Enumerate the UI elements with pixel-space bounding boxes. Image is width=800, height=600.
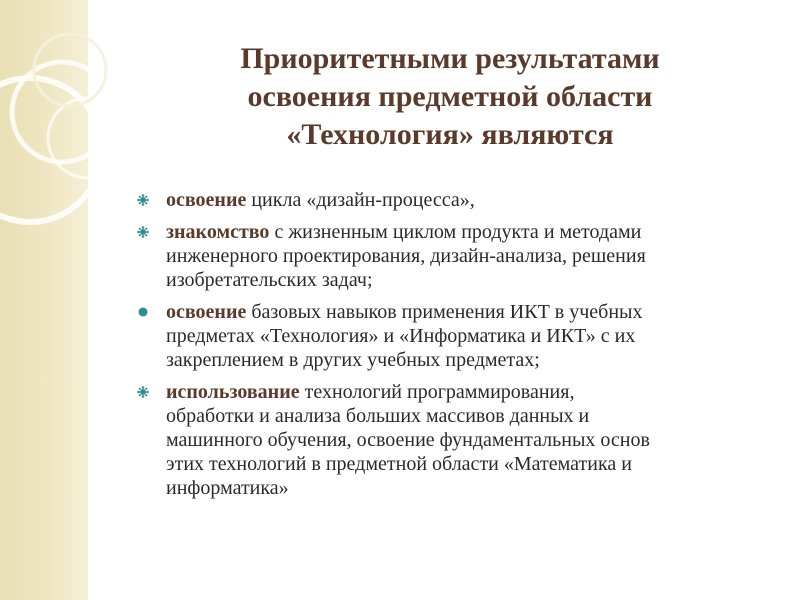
bullet-text: изобретательских задач; <box>166 269 373 291</box>
bullet-item <box>140 220 780 292</box>
bullet-marker-icon <box>137 194 149 206</box>
bullet-text: предметах «Технология» и «Информатика и ИКТ» с их <box>166 325 636 347</box>
bullet-keyword: освоение <box>166 301 247 323</box>
bullet-item <box>140 380 780 500</box>
decorative-side-band <box>0 0 88 600</box>
title-line: Приоритетными результатами <box>240 42 660 75</box>
bullet-text: с жизненным циклом продукта и методами <box>269 221 642 243</box>
bullet-keyword: использование <box>166 381 300 403</box>
bullet-text: этих технологий в предметной области «Математика и <box>166 453 632 475</box>
bullet-text: базовых навыков применения ИКТ в учебных <box>246 301 643 323</box>
bullet-item <box>140 188 780 212</box>
bullet-text: закреплением в других учебных предметах; <box>166 349 540 371</box>
bullet-text: машинного обучения, освоение фундаментальных основ <box>166 429 650 451</box>
title-line: освоения предметной области <box>247 80 653 113</box>
slide-title <box>150 40 750 154</box>
bullet-line <box>166 220 780 244</box>
bullet-keyword: знакомство <box>166 221 270 243</box>
bullet-text: инженерного проектирования, дизайн-анализа, решения <box>166 245 646 267</box>
bullet-marker-icon <box>137 306 149 318</box>
bullet-marker-icon <box>137 386 149 398</box>
title-line: «Технология» являются <box>286 118 614 151</box>
bullet-text: информатика» <box>166 477 289 499</box>
bullet-line <box>166 188 780 212</box>
bullet-item <box>140 300 780 372</box>
bullet-text: цикла «дизайн-процесса», <box>246 189 475 211</box>
bullet-line <box>166 300 780 324</box>
bullet-line <box>166 380 780 404</box>
bullet-marker-icon <box>137 226 149 238</box>
bullet-list <box>140 188 780 508</box>
bullet-text: технологий программирования, <box>299 381 575 403</box>
bullet-keyword: освоение <box>166 189 247 211</box>
bullet-text: обработки и анализа больших массивов данных и <box>166 405 590 427</box>
